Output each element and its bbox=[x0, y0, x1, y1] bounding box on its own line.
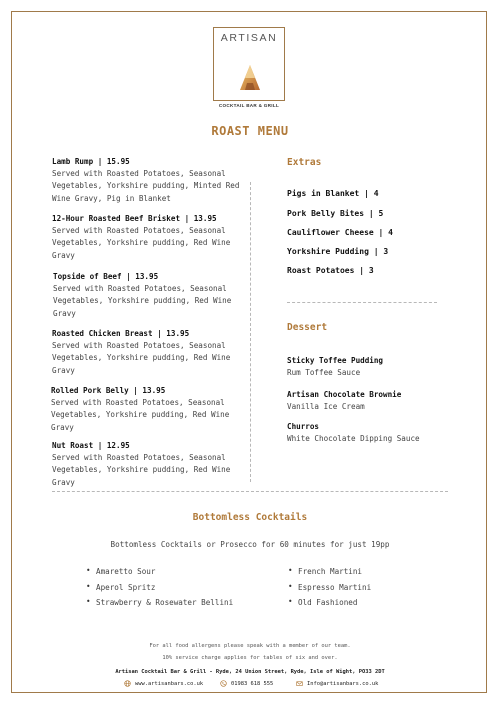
cocktail-item: • French Martini bbox=[288, 567, 371, 583]
extra-item: Cauliflower Cheese | 4 bbox=[287, 228, 393, 237]
main-dish bbox=[52, 328, 242, 377]
extra-item: Pork Belly Bites | 5 bbox=[287, 209, 384, 218]
logo bbox=[213, 27, 285, 101]
cocktails-subtitle: Bottomless Cocktails or Prosecco for 60 minutes for just 19pp bbox=[110, 540, 390, 549]
dish-description: Served with Roasted Potatoes, Seasonal Vegetables, Yorkshire pudding, Minted Red Wine Gravy, Pig in Blanket bbox=[52, 169, 240, 203]
dish-name: 12-Hour Roasted Beef Brisket | 13.95 bbox=[52, 214, 217, 223]
cocktails-heading: Bottomless Cocktails bbox=[192, 512, 308, 523]
dish-description: Served with Roasted Potatoes, Seasonal Vegetables, Yorkshire pudding, Red Wine Gravy bbox=[51, 398, 230, 432]
extras-heading: Extras bbox=[287, 157, 322, 168]
dessert-item bbox=[287, 389, 477, 413]
phone-icon bbox=[220, 680, 227, 687]
cocktail-item: • Amaretto Sour bbox=[86, 567, 233, 583]
website-link[interactable]: www.artisanbars.co.uk bbox=[135, 680, 204, 687]
email-contact[interactable] bbox=[296, 680, 378, 687]
cocktail-item: • Aperol Spritz bbox=[86, 583, 233, 599]
section-divider bbox=[52, 491, 448, 492]
dessert-heading: Dessert bbox=[287, 322, 328, 333]
main-dish bbox=[52, 440, 242, 489]
dessert-item bbox=[287, 355, 477, 379]
cocktail-list-right bbox=[288, 567, 371, 614]
allergen-note: For all food allergens please speak with a member of our team. bbox=[149, 643, 351, 649]
dish-description: Served with Roasted Potatoes, Seasonal Vegetables, Yorkshire pudding, Red Wine Gravy bbox=[53, 284, 232, 318]
main-dish bbox=[53, 271, 243, 320]
dish-name: Nut Roast | 12.95 bbox=[52, 441, 130, 450]
section-divider bbox=[287, 302, 437, 303]
main-dish bbox=[52, 213, 242, 262]
cocktail-list-left bbox=[86, 567, 233, 614]
cocktail-item: • Old Fashioned bbox=[288, 598, 371, 614]
dish-name: Rolled Pork Belly | 13.95 bbox=[51, 386, 166, 395]
cocktail-item: • Strawberry & Rosewater Bellini bbox=[86, 598, 233, 614]
dessert-description: White Chocolate Dipping Sauce bbox=[287, 434, 420, 443]
menu-title: ROAST MENU bbox=[211, 124, 289, 138]
dessert-item bbox=[287, 421, 477, 445]
address: Artisan Cocktail Bar & Grill - Ryde, 24 Union Street, Ryde, Isle of Wight, PO33 2DT bbox=[115, 669, 385, 675]
email-icon bbox=[296, 680, 303, 687]
phone-contact[interactable] bbox=[220, 680, 273, 687]
main-dish bbox=[51, 385, 241, 432]
dish-name: Roasted Chicken Breast | 13.95 bbox=[52, 329, 190, 338]
main-dish bbox=[52, 156, 242, 205]
service-charge-note: 10% service charge applies for tables of six and over. bbox=[162, 655, 338, 661]
dish-name: Topside of Beef | 13.95 bbox=[53, 272, 159, 281]
dessert-name: Sticky Toffee Pudding bbox=[287, 356, 384, 365]
extra-item: Yorkshire Pudding | 3 bbox=[287, 247, 389, 256]
dish-description: Served with Roasted Potatoes, Seasonal Vegetables, Yorkshire pudding, Red Wine Gravy bbox=[52, 341, 231, 375]
dish-description: Served with Roasted Potatoes, Seasonal Vegetables, Yorkshire pudding, Red Wine Gravy bbox=[52, 226, 231, 260]
dessert-name: Artisan Chocolate Brownie bbox=[287, 390, 402, 399]
logo-emblem-icon bbox=[214, 28, 286, 102]
phone-number[interactable]: 01983 618 555 bbox=[231, 680, 274, 687]
cocktail-item: • Espresso Martini bbox=[288, 583, 371, 599]
extra-item: Pigs in Blanket | 4 bbox=[287, 189, 379, 198]
extra-item: Roast Potatoes | 3 bbox=[287, 266, 374, 275]
logo-wordmark: ARTISAN bbox=[220, 32, 278, 44]
dessert-name: Churros bbox=[287, 422, 320, 431]
dessert-description: Rum Toffee Sauce bbox=[287, 368, 361, 377]
logo-subtitle: COCKTAIL BAR & GRILL bbox=[218, 103, 280, 108]
globe-icon bbox=[124, 680, 131, 687]
column-divider bbox=[250, 182, 251, 482]
dish-description: Served with Roasted Potatoes, Seasonal Vegetables, Yorkshire pudding, Red Wine Gravy bbox=[52, 453, 231, 487]
dish-name: Lamb Rump | 15.95 bbox=[52, 157, 130, 166]
website-contact[interactable] bbox=[124, 680, 203, 687]
dessert-description: Vanilla Ice Cream bbox=[287, 402, 365, 411]
email-link[interactable]: Info@artisanbars.co.uk bbox=[307, 680, 379, 687]
